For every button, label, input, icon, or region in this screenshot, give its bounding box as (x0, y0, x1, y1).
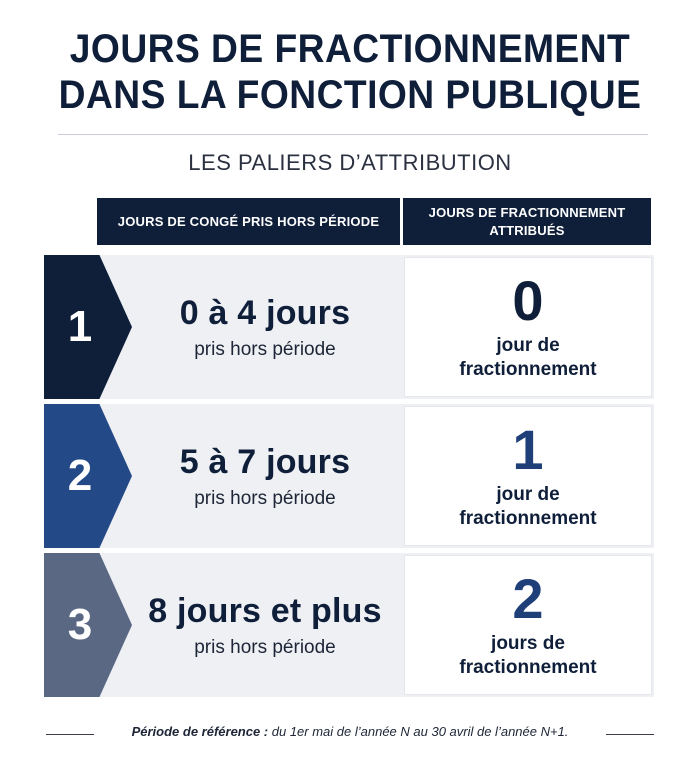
tier-number: 1 (67, 302, 93, 351)
awarded-days-cell (404, 555, 652, 695)
tier-row-2 (44, 404, 654, 548)
leave-range-sub: pris hors période (194, 338, 336, 360)
leave-range: 5 à 7 jours (179, 442, 351, 481)
tier-number: 2 (67, 451, 93, 500)
column-header-right-line2: ATTRIBUÉS (489, 222, 565, 238)
tier-number: 3 (67, 600, 93, 649)
footer-note (0, 724, 700, 739)
awarded-days-label (459, 334, 596, 382)
footer-text: du 1er mai de l’année N au 30 avril de l’année N+1. (268, 724, 569, 739)
leave-range-cell (130, 404, 400, 548)
footer-label: Période de référence : (131, 724, 269, 739)
awarded-days-label-line1: jour de (496, 484, 560, 505)
awarded-days-label-line1: jour de (496, 335, 560, 356)
awarded-days: 2 (512, 567, 544, 630)
leave-range-sub: pris hors période (194, 487, 336, 509)
leave-range: 8 jours et plus (148, 591, 382, 630)
column-header-right (403, 198, 651, 245)
awarded-days: 1 (512, 418, 544, 481)
awarded-days-label (459, 483, 596, 531)
awarded-days: 0 (512, 269, 544, 332)
title-line-1: JOURS DE FRACTIONNEMENT (69, 27, 631, 71)
divider (58, 134, 648, 135)
page-title (25, 26, 676, 118)
awarded-days-cell (404, 257, 652, 397)
leave-range-cell (130, 553, 400, 697)
awarded-days-label-line2: fractionnement (459, 359, 597, 380)
subtitle: LES PALIERS D’ATTRIBUTION (188, 150, 512, 175)
awarded-days-label-line2: fractionnement (459, 657, 597, 678)
column-header-left: JOURS DE CONGÉ PRIS HORS PÉRIODE (97, 198, 400, 245)
tier-row-3 (44, 553, 654, 697)
leave-range-sub: pris hors période (194, 636, 336, 658)
leave-range: 0 à 4 jours (179, 293, 351, 332)
awarded-days-label (459, 632, 596, 680)
awarded-days-label-line2: fractionnement (459, 508, 597, 529)
awarded-days-label-line1: jours de (491, 633, 565, 654)
title-line-2: DANS LA FONCTION PUBLIQUE (58, 73, 642, 117)
awarded-days-cell (404, 406, 652, 546)
column-header-right-line1: JOURS DE FRACTIONNEMENT (428, 204, 626, 220)
leave-range-cell (130, 255, 400, 399)
tier-row-1 (44, 255, 654, 399)
